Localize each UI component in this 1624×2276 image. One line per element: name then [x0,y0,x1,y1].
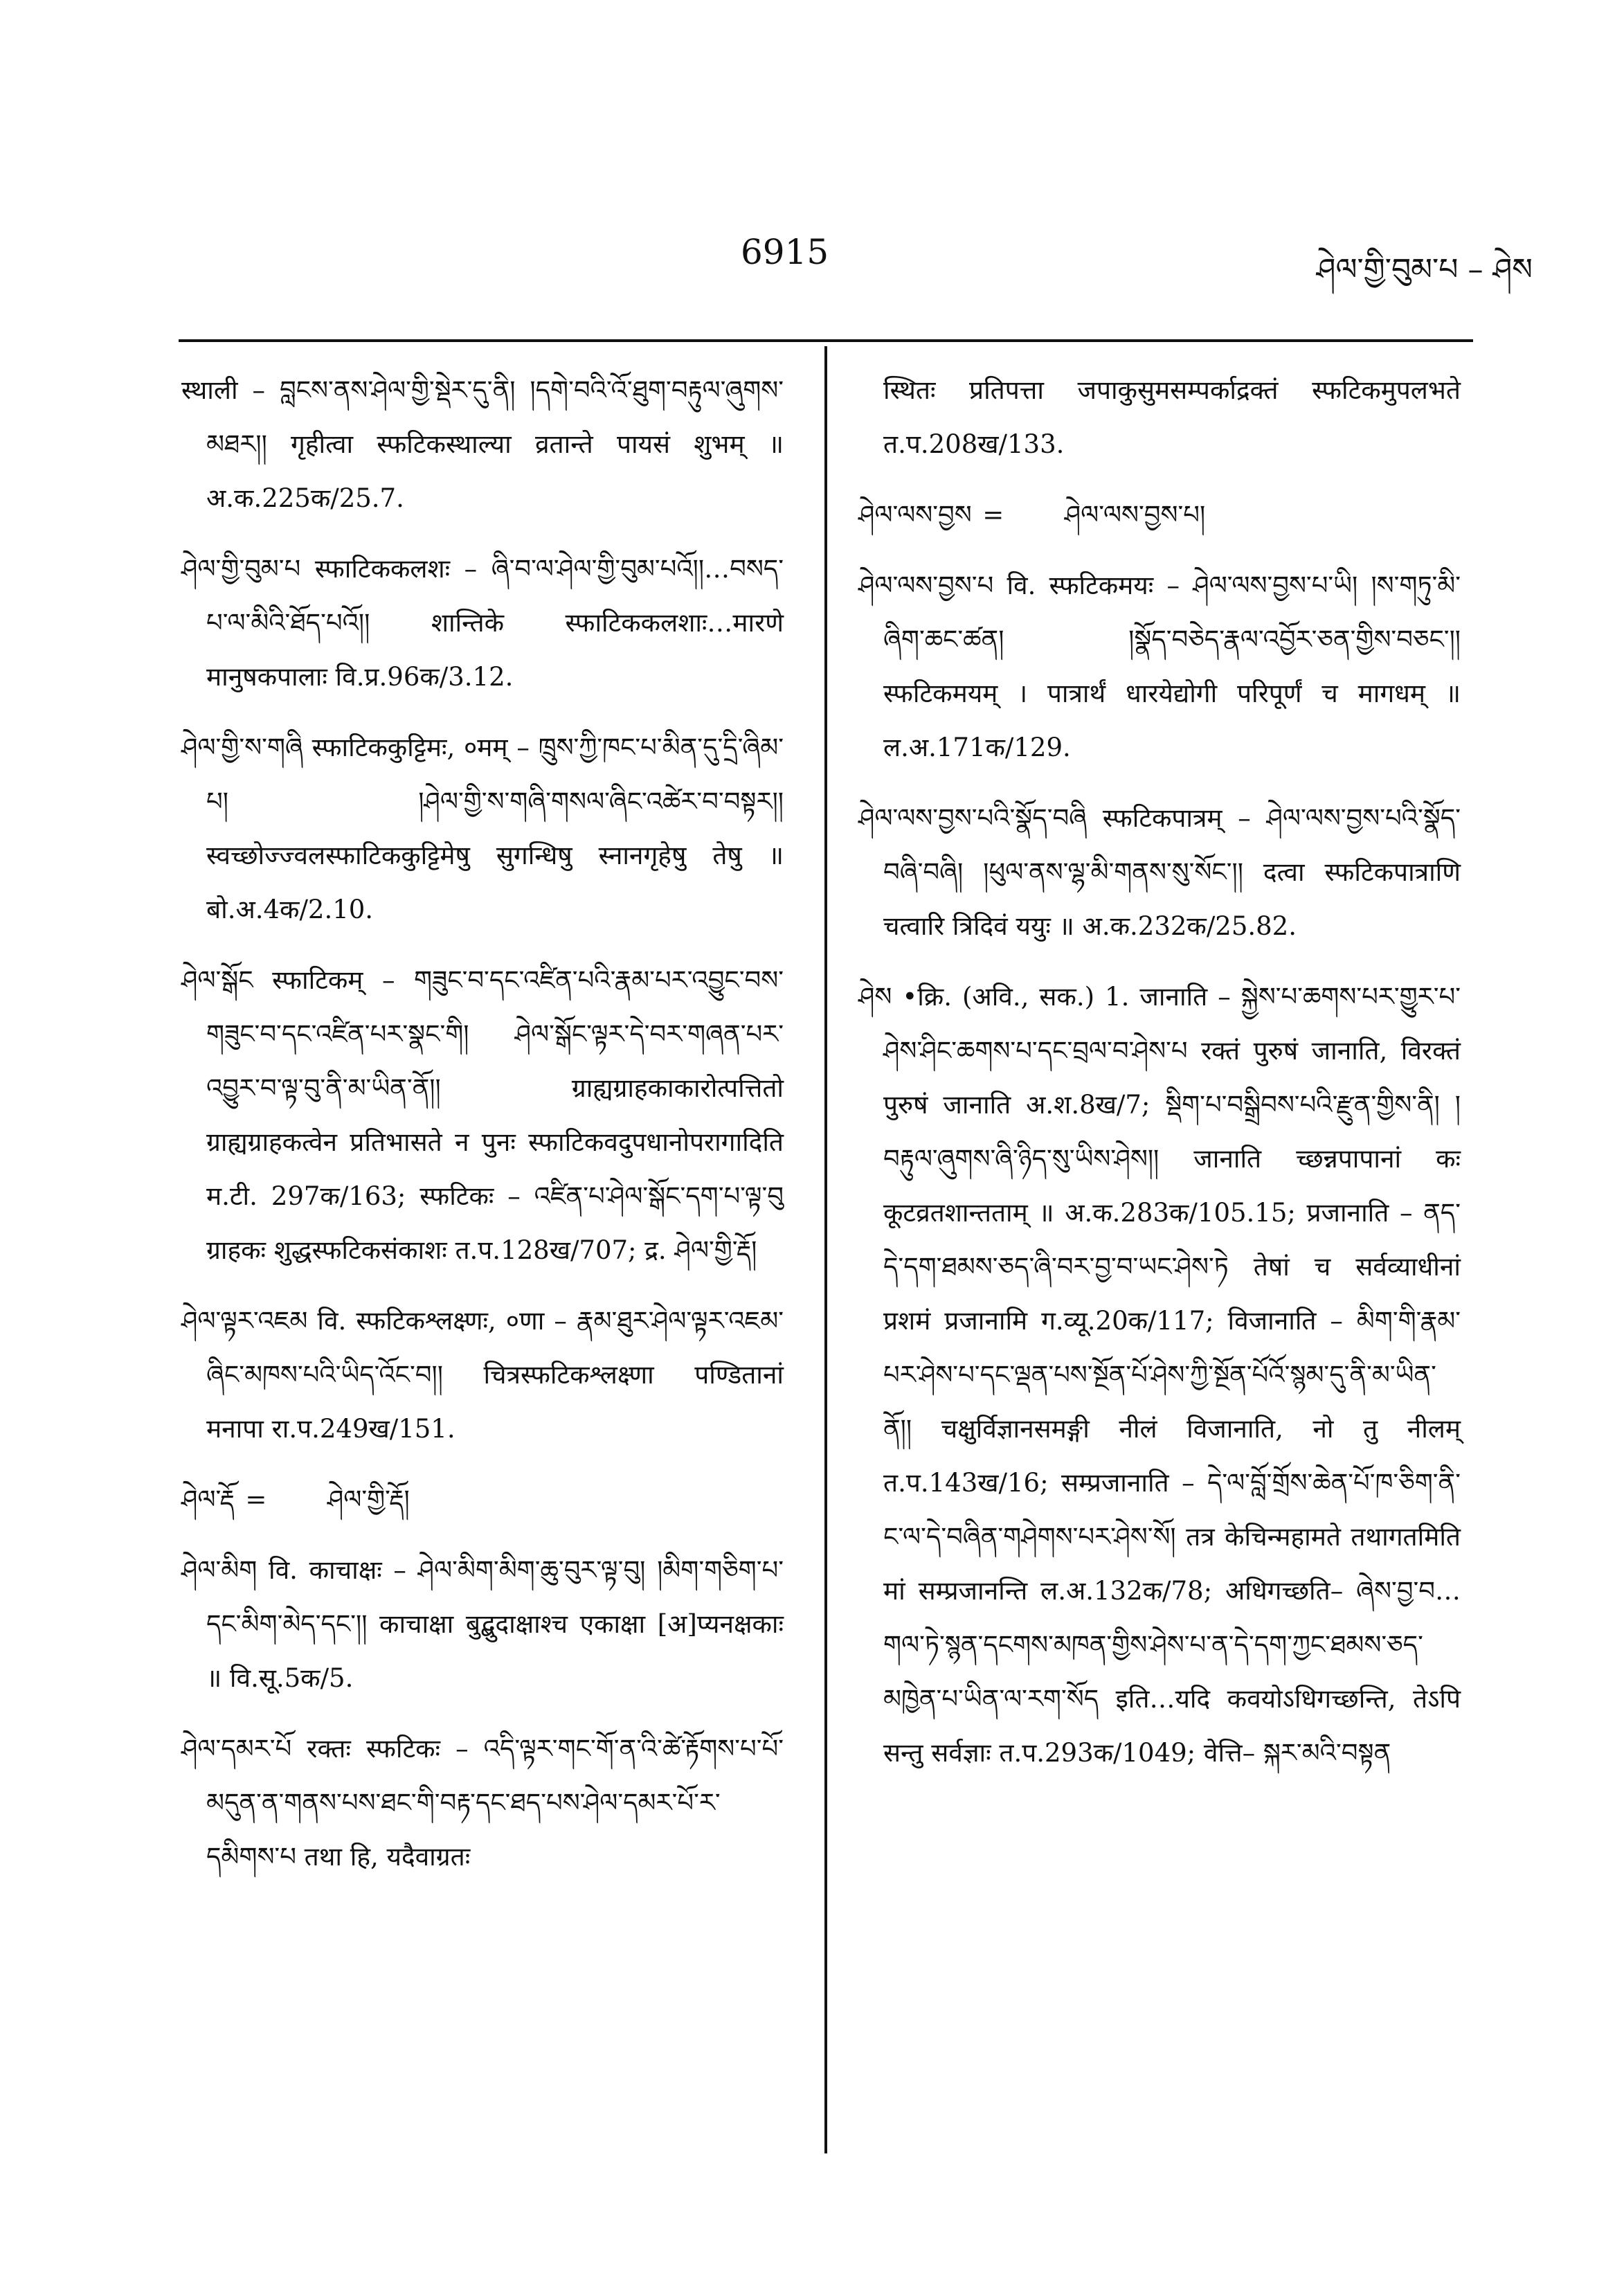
running-head: ཤེལ་གྱི་བུམ་པ – ཤེས [1316,252,1533,287]
crossref-target: ཤེལ་གྱི་རྡོ། [327,1485,410,1514]
crossref-headword: ཤེལ་རྡོ [181,1485,235,1514]
entry-shel-mig: ཤེལ་མིག वि. काचाक्षः – ཤེལ་མིག་མིག་ཆུ་བུར་ལྟ་བུ། །མིག་གཅིག་པ་དང་མིག་མེད་དང་།། काचाक्षा बुद्बुदाक्षाश्च एकाक्षा [अ]प्यनक्षकाः ॥ वि.सू.5क/5. [181,1555,784,1693]
header-rule [179,339,1473,342]
entry-shes: ཤེས •क्रि. (अवि., सक.) 1. जानाति – སྐྱེས་པ་ཆགས་པར་གྱུར་པ་ཤེས་ཤིང་ཆགས་པ་དང་བྲལ་བ་ཤེས་པ रक्तं पुरुषं जानाति, विरक्तं पुरुषं जानाति अ.श.8ख/7; སྡིག་པ་བསྒྲིབས་པའི་རྫུན་གྱིས་ནི། །བརྟུལ་ཞུགས་ཞི་ཉིད་སུ་ཡིས་ཤེས།། जानाति च्छन्नपापानां कः कूटव्रतशान्तताम् ॥ अ.क.283क/105.15; प्रजानाति – ནད་དེ་དག་ཐམས་ཅད་ཞི་བར་བྱ་བ་ཡང་ཤེས་ཏེ तेषां च सर्वव्याधीनां प्रशमं प्रजानामि ग.व्यू.20क/117; विजानाति – མིག་གི་རྣམ་པར་ཤེས་པ་དང་ལྡན་པས་སྔོན་པོ་ཤེས་ཀྱི་སྔོན་པོའོ་སྙམ་དུ་ནི་མ་ཡིན་ནོ།། चक्षुर्विज्ञानसमङ्गी नीलं विजानाति, नो तु नीलम् त.प.143ख/16; सम्प्रजानाति – དེ་ལ་བློ་གྲོས་ཆེན་པོ་ཁ་ཅིག་ནི་ང་ལ་དེ་བཞིན་གཤེགས་པར་ཤེས་སོ། तत्र केचिन्महामते तथागतमिति मां सम्प्रजानन्ति ल.अ.132क/78; अधिगच्छति– ཞེས་བྱ་བ…གལ་ཏེ་སྙན་དངགས་མཁན་གྱིས་ཤེས་པ་ན་དེ་དག་ཀྱང་ཐམས་ཅད་མཁྱེན་པ་ཡིན་ལ་རག་སོད इति…यदि कवयोऽधिगच्छन्ति, तेऽपि सन्तु सर्वज्ञाः त.प.293क/1049; वेत्ति– སྐར་མའི་བསྟན [858,982,1461,1768]
entry-shel-las-byas-snod: ཤེལ་ལས་བྱས་པའི་སྣོད་བཞི स्फटिकपात्रम् – ཤེལ་ལས་བྱས་པའི་སྣོད་བཞི་བཞི། །ཕུལ་ནས་ལྷ་མི་གནས་སུ་སོང་།། दत्वा स्फटिकपात्राणि चत्वारि त्रिदिवं ययुः ॥ अ.क.232क/25.82. [858,803,1461,941]
left-column [181,364,784,1901]
equals-sign: = [245,1485,267,1514]
entry-shel-sgong: ཤེལ་སྒོང स्फाटिकम् – གཟུང་བ་དང་འཛིན་པའི་རྣམ་པར་འབྱུང་བས་གཟུང་བ་དང་འཛིན་པར་སྣང་གི། ཤེལ་སྒོང་ལྟར་དེ་བར་གཞན་པར་འབྱུར་བ་ལྟ་བུ་ནི་མ་ཡིན་ནོ།། ग्राह्यग्राहकाकारोत्पत्तितो ग्राह्यग्राहकत्वेन प्रतिभासते न पुनः स्फाटिकवदुपधानोपरागादिति म.टी. 297क/163; स्फटिकः – འཛིན་པ་ཤེལ་སྒོང་དག་པ་ལྟ་བུ ग्राहकः शुद्धस्फटिकसंकाशः त.प.128ख/707; द्र. ཤེལ་གྱི་རྡོ། [181,965,784,1265]
page-number: 6915 [741,232,829,272]
entry-continuation: स्थितः प्रतिपत्ता जपाकुसुमसम्पर्काद्रक्तं स्फटिकमुपलभते त.प.208ख/133. [883,375,1461,459]
entry-shel-las-byas-crossref [858,488,1461,542]
column-divider [824,346,827,2153]
entry-sthali: स्थाली – བླངས་ནས་ཤེལ་གྱི་སྡེར་དུ་ནི། །དགེ་བའི་འོ་ཐུག་བརྟུལ་ཞུགས་མཐར།། गृहीत्वा स्फटिकस्थाल्या व्रतान्ते पायसं शुभम् ॥ अ.क.225क/25.7. [181,375,784,513]
entry-shel-dmarpo: ཤེལ་དམར་པོ रक्तः स्फटिकः – འདི་ལྟར་གང་གོ་ན་འི་ཚེ་རྟོགས་པ་པོ་མདུན་ན་གནས་པས་ཐང་གི་བརྟ་དང་ཐད་པས་ཤེལ་དམར་པོ་ར་དམིགས་པ तथा हि, यदैवाग्रतः [181,1734,784,1872]
equals-sign: = [982,500,1004,530]
entry-shel-rdo-crossref [181,1473,784,1527]
entry-shel-las-byas-pa: ཤེལ་ལས་བྱས་པ वि. स्फटिकमयः – ཤེལ་ལས་བྱས་པ་ཡི། །ས་གཏུ་མི་ཞིག་ཆང་ཚན། །སྣོད་བཅེད་རྣལ་འབྱོར་ཅན་གྱིས་བཅང་།། स्फटिकमयम् । पात्रार्थं धारयेद्योगी परिपूर्णं च मागधम् ॥ ल.अ.171क/129. [858,571,1461,762]
right-column [858,364,1461,1797]
crossref-headword: ཤེལ་ལས་བྱས [858,500,972,530]
entry-shel-gyi-bumpa: ཤེལ་གྱི་བུམ་པ स्फाटिककलशः – ཞི་བ་ལ་ཤེལ་གྱི་བུམ་པའོ།།…བསད་པ་ལ་མིའི་ཐོད་པའོ།། शान्तिके स्फाटिककलशाः…मारणे मानुषकपालाः वि.प्र.96क/3.12. [181,554,784,692]
entry-shel-ltar-jam: ཤེལ་ལྟར་འཇམ वि. स्फटिकश्लक्ष्णः, ०णा – རྣམ་ཐུར་ཤེལ་ལྟར་འཇམ་ཞིང་མཁས་པའི་ཡིད་འོང་བ།། चित्रस्फटिकश्लक्ष्णा पण्डितानां मनापा रा.प.249ख/151. [181,1306,784,1444]
entry-shel-gyi-sazhi: ཤེལ་གྱི་ས་གཞི स्फाटिककुट्टिमः, ०मम् – ཁྲུས་ཀྱི་ཁང་པ་མིན་དུ་དྲི་ཞིམ་པ། །ཤེལ་གྱི་ས་གཞི་གསལ་ཞིང་འཚེར་བ་བསྟར།། स्वच्छोज्ज्वलस्फाटिककुट्टिमेषु सुगन्धिषु स्नानगृहेषु तेषु ॥ बो.अ.4क/2.10. [181,733,784,924]
crossref-target: ཤེལ་ལས་བྱས་པ། [1064,500,1206,530]
